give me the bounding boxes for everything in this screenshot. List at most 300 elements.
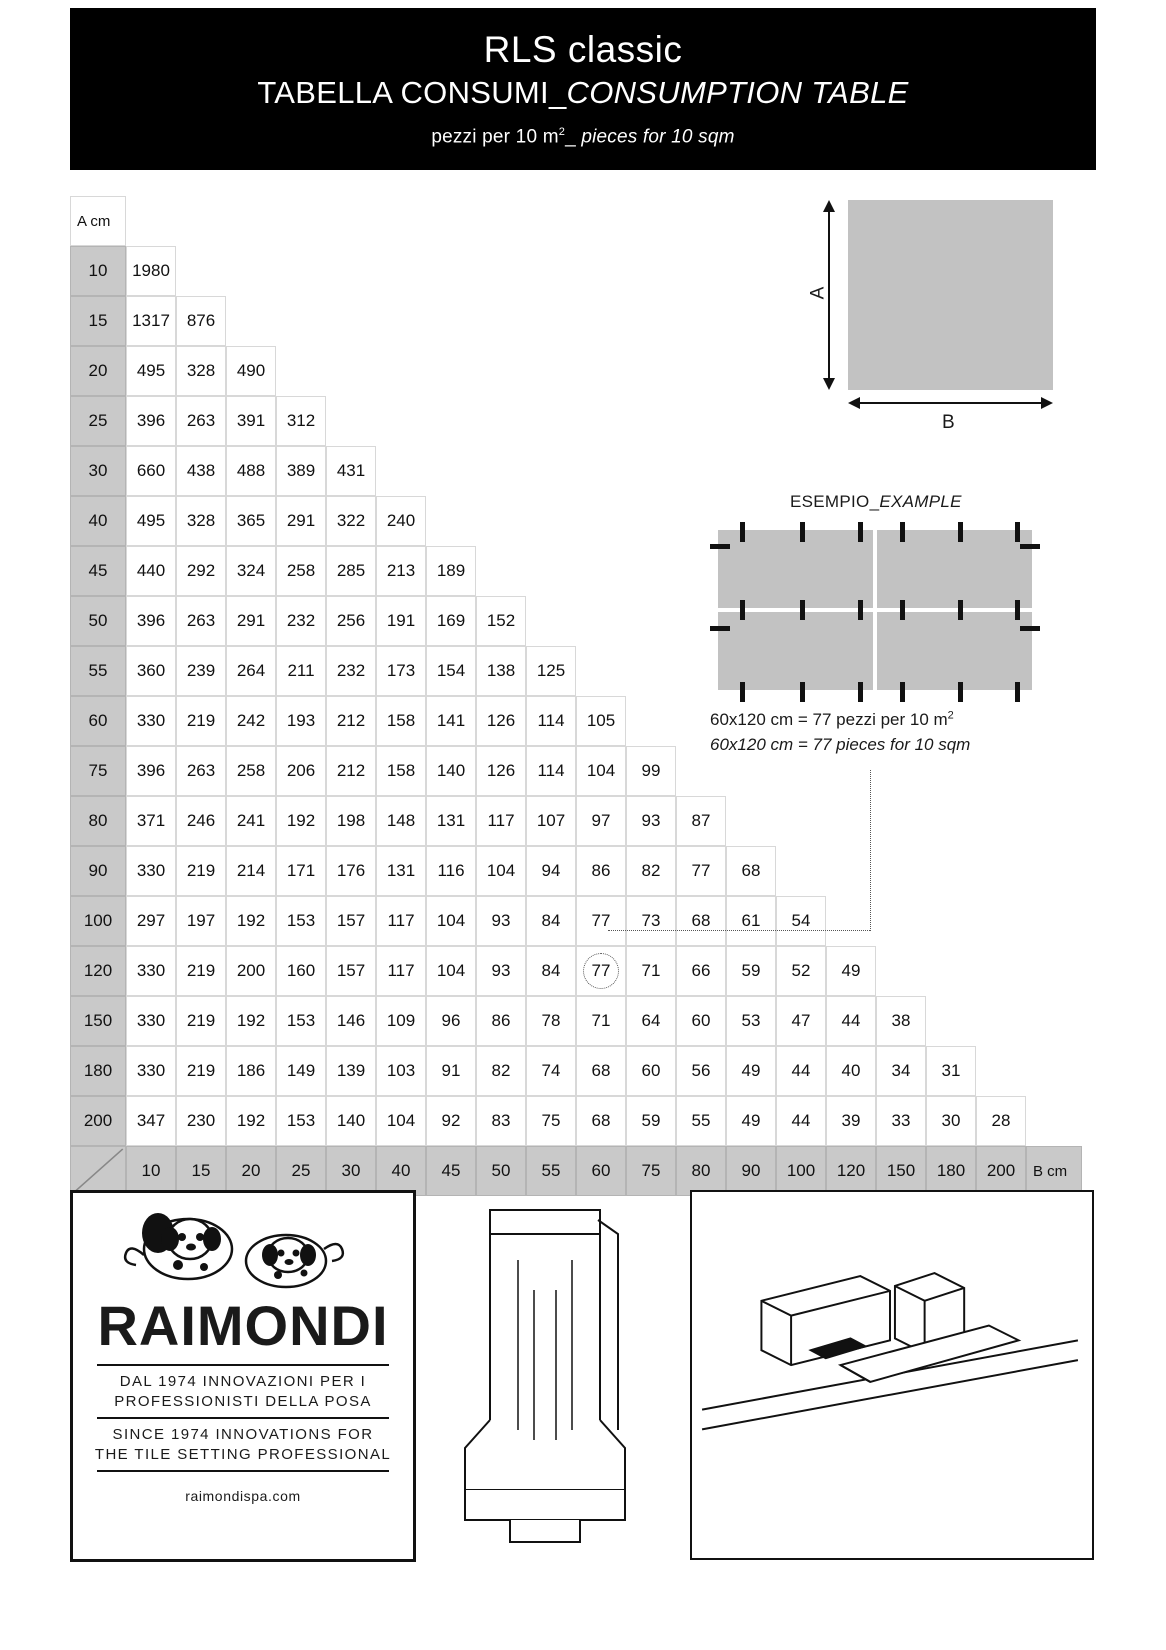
table-cell: 117 [376, 946, 426, 996]
table-cell: 153 [276, 896, 326, 946]
table-spacer-cell [476, 496, 526, 546]
table-cell: 52 [776, 946, 826, 996]
table-cell: 73 [626, 896, 676, 946]
table-spacer-cell [626, 246, 676, 296]
table-cell: 488 [226, 446, 276, 496]
table-spacer-cell [726, 246, 776, 296]
table-cell: 74 [526, 1046, 576, 1096]
table-cell: 232 [326, 646, 376, 696]
leveling-clip [800, 522, 805, 542]
logo-tagline-it-line2: PROFESSIONISTI DELLA POSA [114, 1392, 372, 1410]
table-spacer-cell [676, 246, 726, 296]
table-cell: 53 [726, 996, 776, 1046]
table-cell: 173 [376, 646, 426, 696]
table-cell: 297 [126, 896, 176, 946]
leveling-clip [858, 600, 863, 620]
col-header-75: 75 [626, 1146, 676, 1196]
table-spacer-cell [426, 446, 476, 496]
table-spacer-cell [576, 246, 626, 296]
col-header-200: 200 [976, 1146, 1026, 1196]
table-cell: 59 [626, 1096, 676, 1146]
table-cell: 107 [526, 796, 576, 846]
table-spacer-cell [226, 246, 276, 296]
col-header-120: 120 [826, 1146, 876, 1196]
leveling-clip [900, 522, 905, 542]
table-spacer-cell [626, 196, 676, 246]
table-spacer-cell [926, 446, 976, 496]
page-caption [431, 126, 734, 148]
table-cell: 49 [826, 946, 876, 996]
row-header-20: 20 [70, 346, 126, 396]
table-cell: 92 [426, 1096, 476, 1146]
table-cell: 189 [426, 546, 476, 596]
table-cell: 285 [326, 546, 376, 596]
table-cell: 97 [576, 796, 626, 846]
table-spacer-cell [476, 346, 526, 396]
row-header-60: 60 [70, 696, 126, 746]
callout-leader-line [870, 770, 871, 931]
table-cell: 117 [476, 796, 526, 846]
example-caption-en: 60x120 cm = 77 pieces for 10 sqm [710, 734, 971, 754]
table-spacer-cell [276, 246, 326, 296]
table-cell: 149 [276, 1046, 326, 1096]
table-cell: 126 [476, 746, 526, 796]
table-spacer-cell [226, 296, 276, 346]
table-spacer-cell [826, 446, 876, 496]
table-cell: 396 [126, 746, 176, 796]
table-cell: 495 [126, 496, 176, 546]
table-cell: 39 [826, 1096, 876, 1146]
table-cell: 61 [726, 896, 776, 946]
table-cell: 396 [126, 396, 176, 446]
table-spacer-cell [326, 246, 376, 296]
col-header-10: 10 [126, 1146, 176, 1196]
table-spacer-cell [426, 396, 476, 446]
page-title: RLS classic [483, 29, 683, 71]
row-header-55: 55 [70, 646, 126, 696]
table-spacer-cell [676, 346, 726, 396]
table-cell: 82 [626, 846, 676, 896]
table-spacer-cell [976, 796, 1026, 846]
table-cell: 391 [226, 396, 276, 446]
leveling-clip [858, 682, 863, 702]
table-cell: 328 [176, 346, 226, 396]
table-spacer-cell [226, 196, 276, 246]
table-spacer-cell [826, 796, 876, 846]
table-spacer-cell [576, 196, 626, 246]
example-caption-it-text: 60x120 cm = 77 pezzi per 10 m [710, 710, 948, 729]
table-spacer-cell [776, 846, 826, 896]
dimension-label-b: B [942, 412, 955, 433]
table-row [70, 896, 1082, 946]
col-header-30: 30 [326, 1146, 376, 1196]
table-row [70, 796, 1082, 846]
table-cell: 198 [326, 796, 376, 846]
col-header-100: 100 [776, 1146, 826, 1196]
table-spacer-cell [576, 296, 626, 346]
table-cell: 365 [226, 496, 276, 546]
leveling-clip [1015, 600, 1020, 620]
table-spacer-cell [576, 546, 626, 596]
table-spacer-cell [876, 796, 926, 846]
table-cell: 87 [676, 796, 726, 846]
table-spacer-cell [826, 896, 876, 946]
example-tile [877, 612, 1032, 690]
row-header-120: 120 [70, 946, 126, 996]
example-title [790, 492, 962, 512]
table-cell: 1317 [126, 296, 176, 346]
col-header-40: 40 [376, 1146, 426, 1196]
table-cell: 312 [276, 396, 326, 446]
table-cell: 154 [426, 646, 476, 696]
table-cell: 105 [576, 696, 626, 746]
table-spacer-cell [576, 346, 626, 396]
table-cell: 99 [626, 746, 676, 796]
table-cell: 324 [226, 546, 276, 596]
table-cell: 44 [776, 1046, 826, 1096]
leveling-clip [958, 682, 963, 702]
table-cell: 263 [176, 746, 226, 796]
table-cell: 258 [276, 546, 326, 596]
table-spacer-cell [576, 596, 626, 646]
table-spacer-cell [326, 346, 376, 396]
table-cell: 84 [526, 896, 576, 946]
table-cell: 138 [476, 646, 526, 696]
table-spacer-cell [276, 196, 326, 246]
table-spacer-cell [626, 596, 676, 646]
table-cell: 93 [476, 896, 526, 946]
table-cell: 56 [676, 1046, 726, 1096]
row-header-80: 80 [70, 796, 126, 846]
brand-name: RAIMONDI [97, 1294, 389, 1357]
logo-tagline-en [95, 1425, 391, 1464]
table-cell: 77 [676, 846, 726, 896]
table-spacer-cell [626, 446, 676, 496]
logo-tagline-it [114, 1372, 372, 1411]
table-cell: 212 [326, 746, 376, 796]
table-cell: 246 [176, 796, 226, 846]
example-caption-it [710, 708, 970, 733]
leveling-clip [900, 600, 905, 620]
row-header-15: 15 [70, 296, 126, 346]
table-cell: 169 [426, 596, 476, 646]
table-cell: 131 [376, 846, 426, 896]
table-cell: 239 [176, 646, 226, 696]
table-cell: 114 [526, 746, 576, 796]
table-spacer-cell [726, 796, 776, 846]
dalmatian-dogs-icon [118, 1203, 368, 1291]
table-cell: 148 [376, 796, 426, 846]
leveling-clip [740, 600, 745, 620]
col-header-55: 55 [526, 1146, 576, 1196]
highlight-circle: 77 [583, 953, 619, 989]
subtitle-en: CONSUMPTION TABLE [566, 74, 909, 110]
table-cell: 68 [576, 1046, 626, 1096]
table-cell: 140 [326, 1096, 376, 1146]
table-cell: 157 [326, 896, 376, 946]
leveling-clip [800, 682, 805, 702]
table-spacer-cell [626, 396, 676, 446]
table-spacer-cell [976, 996, 1026, 1046]
leveling-clip [740, 682, 745, 702]
table-spacer-cell [926, 896, 976, 946]
brand-logo-box [70, 1190, 416, 1562]
table-cell: 77 [576, 896, 626, 946]
table-cell: 78 [526, 996, 576, 1046]
col-header-20: 20 [226, 1146, 276, 1196]
table-spacer-cell [876, 446, 926, 496]
table-spacer-cell [776, 796, 826, 846]
example-title-it: ESEMPIO_ [790, 492, 880, 511]
table-cell: 117 [376, 896, 426, 946]
example-caption [710, 708, 970, 757]
table-cell: 263 [176, 396, 226, 446]
table-cell: 104 [426, 946, 476, 996]
row-header-100: 100 [70, 896, 126, 946]
table-cell: 152 [476, 596, 526, 646]
page-subtitle [257, 74, 908, 113]
table-cell: 330 [126, 946, 176, 996]
table-cell: 193 [276, 696, 326, 746]
table-cell: 212 [326, 696, 376, 746]
table-cell: 28 [976, 1096, 1026, 1146]
table-cell: 206 [276, 746, 326, 796]
table-spacer-cell [726, 346, 776, 396]
table-spacer-cell [176, 196, 226, 246]
table-cell: 347 [126, 1096, 176, 1146]
table-spacer-cell [526, 596, 576, 646]
table-spacer-cell [526, 246, 576, 296]
table-cell: 93 [476, 946, 526, 996]
table-cell: 256 [326, 596, 376, 646]
table-cell: 71 [626, 946, 676, 996]
col-header-90: 90 [726, 1146, 776, 1196]
table-cell: 93 [626, 796, 676, 846]
table-spacer-cell [626, 496, 676, 546]
table-spacer-cell [476, 446, 526, 496]
table-cell: 54 [776, 896, 826, 946]
leveling-clip [740, 522, 745, 542]
table-cell: 68 [726, 846, 776, 896]
table-spacer-cell [376, 346, 426, 396]
row-header-10: 10 [70, 246, 126, 296]
table-cell: 86 [576, 846, 626, 896]
table-cell: 116 [426, 846, 476, 896]
table-spacer-cell [126, 196, 176, 246]
table-spacer-cell [626, 646, 676, 696]
table-spacer-cell [976, 1046, 1026, 1096]
table-cell: 34 [876, 1046, 926, 1096]
table-row [70, 1046, 1082, 1096]
table-spacer-cell [376, 296, 426, 346]
table-row [70, 996, 1082, 1046]
leveling-clip [958, 600, 963, 620]
table-cell: 242 [226, 696, 276, 746]
table-cell: 38 [876, 996, 926, 1046]
table-cell: 431 [326, 446, 376, 496]
table-cell: 219 [176, 996, 226, 1046]
row-header-40: 40 [70, 496, 126, 546]
table-cell: 140 [426, 746, 476, 796]
table-spacer-cell [526, 546, 576, 596]
table-spacer-cell [526, 196, 576, 246]
table-cell: 232 [276, 596, 326, 646]
table-bottom-header-row [70, 1146, 1082, 1196]
table-cell: 83 [476, 1096, 526, 1146]
table-cell: 125 [526, 646, 576, 696]
table-spacer-cell [276, 296, 326, 346]
col-axis-label: B cm [1026, 1146, 1082, 1196]
table-cell: 330 [126, 996, 176, 1046]
table-cell: 146 [326, 996, 376, 1046]
table-row [70, 446, 1082, 496]
table-spacer-cell [876, 846, 926, 896]
brand-website[interactable]: raimondispa.com [185, 1488, 301, 1504]
col-header-150: 150 [876, 1146, 926, 1196]
table-cell: 371 [126, 796, 176, 846]
caption-it: pezzi per 10 m [431, 126, 559, 148]
table-spacer-cell [426, 496, 476, 546]
table-cell: 360 [126, 646, 176, 696]
example-tile [718, 612, 873, 690]
table-spacer-cell [626, 296, 676, 346]
table-cell: 1980 [126, 246, 176, 296]
table-cell: 104 [576, 746, 626, 796]
example-title-en: EXAMPLE [879, 492, 962, 511]
installation-line-drawing [692, 1192, 1088, 1554]
table-cell: 876 [176, 296, 226, 346]
table-cell: 141 [426, 696, 476, 746]
table-spacer-cell [476, 296, 526, 346]
table-spacer-cell [476, 546, 526, 596]
table-spacer-cell [676, 296, 726, 346]
table-spacer-cell [576, 446, 626, 496]
table-spacer-cell [976, 446, 1026, 496]
example-caption-superscript: 2 [947, 709, 954, 722]
table-spacer-cell [326, 196, 376, 246]
table-cell: 214 [226, 846, 276, 896]
table-spacer-cell [626, 696, 676, 746]
table-cell: 438 [176, 446, 226, 496]
table-spacer-cell [526, 496, 576, 546]
table-cell: 328 [176, 496, 226, 546]
logo-tagline-it-line1: DAL 1974 INNOVAZIONI PER I [119, 1373, 367, 1390]
table-spacer-cell [826, 846, 876, 896]
table-spacer-cell [976, 746, 1026, 796]
table-cell: 160 [276, 946, 326, 996]
col-header-80: 80 [676, 1146, 726, 1196]
table-spacer-cell [876, 946, 926, 996]
logo-divider-mid [97, 1417, 389, 1419]
table-cell: 292 [176, 546, 226, 596]
leveling-clip [900, 682, 905, 702]
table-cell: 219 [176, 846, 226, 896]
table-spacer-cell [326, 296, 376, 346]
table-spacer-cell [376, 246, 426, 296]
table-cell: 104 [476, 846, 526, 896]
table-cell: 230 [176, 1096, 226, 1146]
table-spacer-cell [426, 246, 476, 296]
table-cell: 192 [226, 1096, 276, 1146]
table-cell: 86 [476, 996, 526, 1046]
table-cell: 176 [326, 846, 376, 896]
table-cell: 219 [176, 696, 226, 746]
table-spacer-cell [976, 946, 1026, 996]
logo-divider-top [97, 1364, 389, 1366]
table-cell: 192 [226, 996, 276, 1046]
table-cell: 40 [826, 1046, 876, 1096]
table-spacer-cell [376, 396, 426, 446]
row-axis-label: A cm [70, 196, 126, 246]
table-cell: 200 [226, 946, 276, 996]
table-spacer-cell [926, 996, 976, 1046]
table-spacer-cell [576, 496, 626, 546]
table-cell: 94 [526, 846, 576, 896]
table-cell: 104 [376, 1096, 426, 1146]
table-cell: 68 [576, 1096, 626, 1146]
table-cell: 158 [376, 746, 426, 796]
table-cell: 153 [276, 996, 326, 1046]
table-cell: 322 [326, 496, 376, 546]
row-header-180: 180 [70, 1046, 126, 1096]
table-cell: 291 [276, 496, 326, 546]
leveling-clip [858, 522, 863, 542]
tile-shape [848, 200, 1053, 390]
table-spacer-cell [776, 446, 826, 496]
row-header-75: 75 [70, 746, 126, 796]
col-header-25: 25 [276, 1146, 326, 1196]
table-cell: 126 [476, 696, 526, 746]
table-cell: 192 [276, 796, 326, 846]
table-cell: 219 [176, 946, 226, 996]
logo-tagline-en-line2: THE TILE SETTING PROFESSIONAL [94, 1445, 392, 1463]
table-spacer-cell [526, 296, 576, 346]
subtitle-it: TABELLA CONSUMI_ [257, 74, 567, 110]
table-cell: 31 [926, 1046, 976, 1096]
table-cell: 96 [426, 996, 476, 1046]
table-cell: 60 [676, 996, 726, 1046]
table-cell: 33 [876, 1096, 926, 1146]
table-cell: 490 [226, 346, 276, 396]
table-spacer-cell [976, 896, 1026, 946]
col-header-60: 60 [576, 1146, 626, 1196]
table-cell: 219 [176, 1046, 226, 1096]
table-cell: 157 [326, 946, 376, 996]
leveling-clip [710, 544, 730, 549]
table-spacer-cell [526, 396, 576, 446]
table-corner-cell [70, 1146, 126, 1196]
table-cell: 191 [376, 596, 426, 646]
table-cell: 660 [126, 446, 176, 496]
table-cell: 197 [176, 896, 226, 946]
table-spacer-cell [176, 246, 226, 296]
table-cell: 64 [626, 996, 676, 1046]
table-cell: 60 [626, 1046, 676, 1096]
table-spacer-cell [726, 396, 776, 446]
table-cell: 104 [426, 896, 476, 946]
table-spacer-cell [376, 446, 426, 496]
table-spacer-cell [476, 196, 526, 246]
dimension-label-a: A [807, 286, 829, 300]
table-cell: 396 [126, 596, 176, 646]
table-cell: 153 [276, 1096, 326, 1146]
tile-dimension-diagram [807, 196, 1058, 433]
leveling-clip [710, 626, 730, 631]
page-header [70, 8, 1096, 170]
leveling-clip [958, 522, 963, 542]
table-cell: 241 [226, 796, 276, 846]
table-cell: 264 [226, 646, 276, 696]
